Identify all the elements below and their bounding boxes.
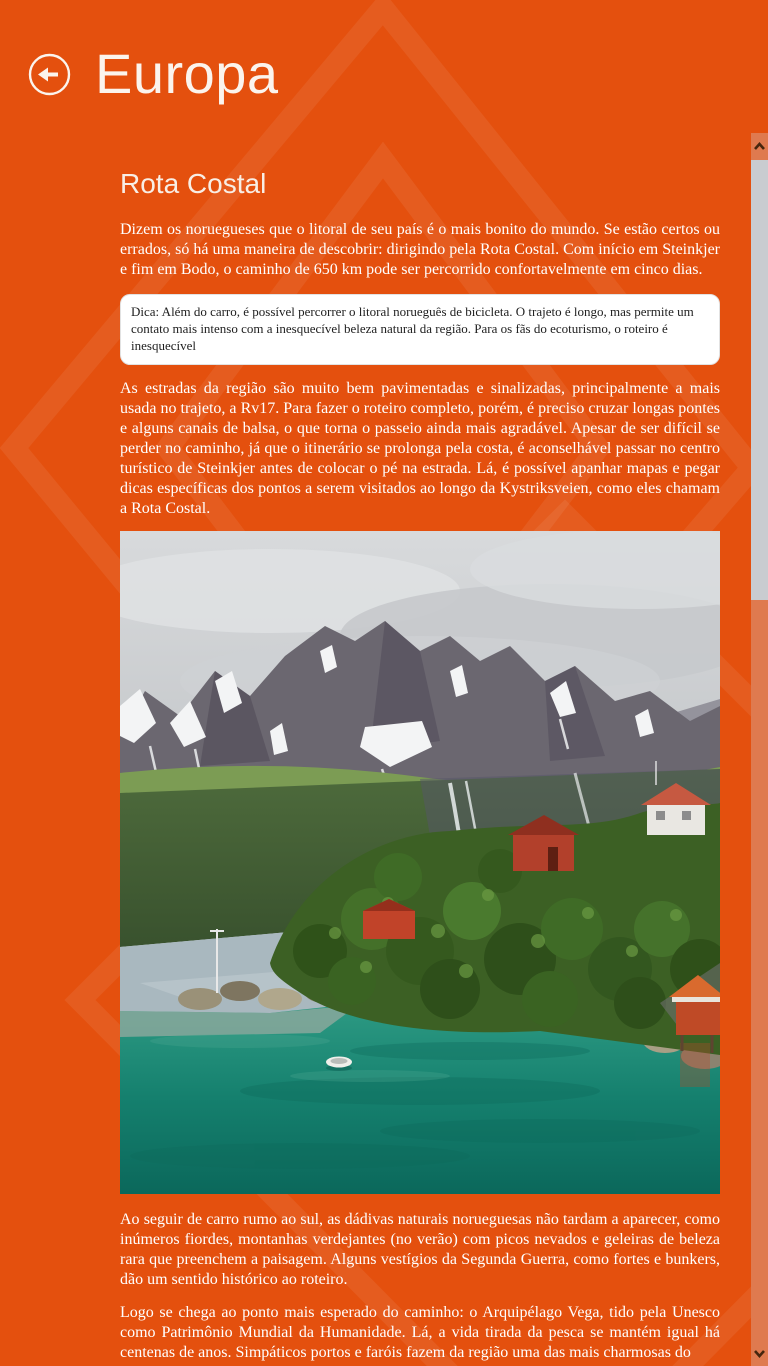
fjord-photo-graphic (120, 531, 720, 1194)
fjord-photo (120, 531, 720, 1194)
back-button[interactable] (28, 53, 71, 96)
scrollbar (751, 133, 768, 1366)
paragraph-vega: Logo se chega ao ponto mais esperado do caminho: o Arquipélago Vega, tido pela Unesco como Patrimônio Mundial da Humanidade. Lá, a vida tirada da pesca se mantém igual há centenas de anos. Simpáticos portos e faróis fazem da região uma das mais charmosas do (120, 1304, 720, 1361)
paragraph-roads: As estradas da região são muito bem pavimentadas e sinalizadas, principalmente a mais usada no trajeto, a Rv17. Para fazer o roteiro completo, porém, é preciso cruzar longas pontes e alguns canais de balsa, o que torna o passeio ainda mais agradável. Apesar de ser difícil se perder no caminho, já que o itinerário se prolonga pela costa, é aconselhável passar no centro turístico de Steinkjer antes de colocar o pé na estrada. Lá, é possível apanhar mapas e pegar dicas específicas dos pontos a serem visitados ao longo da Kystriksveien, como eles chamam a Rota Costal. (120, 380, 720, 517)
article-title: Rota Costal (120, 168, 267, 199)
scrollbar-thumb[interactable] (751, 160, 768, 600)
tip-text: Dica: Além do carro, é possível percorrer o litoral norueguês de bicicleta. O trajeto é longo, mas permite um contato mais intenso com a inesquecível beleza natural da região. Para os fãs do ecoturismo, o roteiro é inesquecível (131, 304, 694, 353)
scroll-down-button[interactable] (751, 1340, 768, 1366)
chevron-down-icon (753, 1349, 766, 1358)
page-title: Europa (95, 42, 279, 105)
paragraph-intro: Dizem os noruegueses que o litoral de seu país é o mais bonito do mundo. Se estão certos ou errados, só há uma maneira de descobrir: dirigindo pela Rota Costal. Com início em Steinkjer e fim em Bodo, o caminho de 650 km pode ser percorrido confortavelmente em cinco dias. (120, 221, 720, 278)
page-header (28, 44, 279, 104)
article (120, 168, 720, 1363)
scroll-up-button[interactable] (751, 133, 768, 159)
back-arrow-icon (28, 53, 71, 96)
paragraph-scenery: Ao seguir de carro rumo ao sul, as dádivas naturais norueguesas não tardam a aparecer, como inúmeros fiordes, montanhas verdejantes (no verão) com picos nevados e geleiras de beleza rara que preenchem a paisagem. Alguns vestígios da Segunda Guerra, como fortes e bunkers, dão um sentido histórico ao roteiro. (120, 1211, 720, 1288)
tip-box (120, 294, 720, 365)
chevron-up-icon (753, 142, 766, 151)
